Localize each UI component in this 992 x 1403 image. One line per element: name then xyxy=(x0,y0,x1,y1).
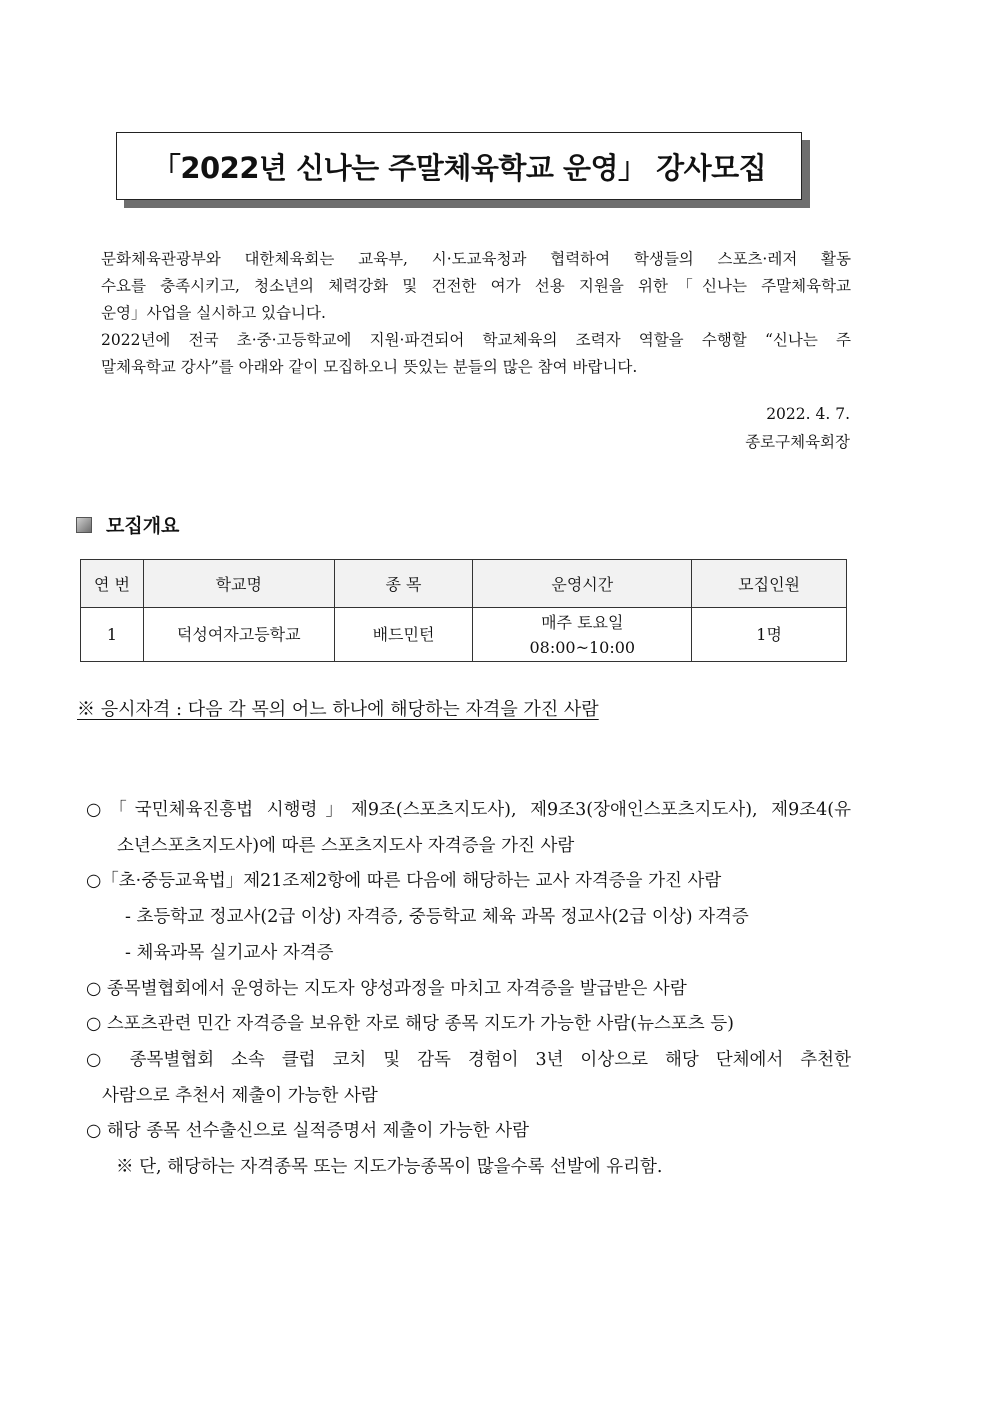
table-row xyxy=(81,608,847,662)
header-cell: 종 목 xyxy=(334,560,473,608)
qualification-subitem: - 체육과목 실기교사 자격증 xyxy=(125,942,334,963)
intro-line: 문화체육관광부와 대한체육회는 교육부, 시·도교육청과 협력하여 학생들의 스포츠·레저 활동 xyxy=(101,250,851,268)
document-title: 「2022년 신나는 주말체육학교 운영」 강사모집 xyxy=(116,132,802,200)
sport-name: 배드민턴 xyxy=(334,608,473,662)
header-cell: 운영시간 xyxy=(473,560,692,608)
recruit-count: 1명 xyxy=(692,608,847,662)
intro-line: 2022년에 전국 초·중·고등학교에 지원·파견되어 학교체육의 조력자 역할을 수행할 “신나는 주 xyxy=(101,331,851,349)
header-cell: 학교명 xyxy=(143,560,334,608)
qualification-heading: ※ 응시자격 : 다음 각 목의 어느 하나에 해당하는 자격을 가진 사람 xyxy=(77,699,599,720)
issuer-name: 종로구체육회장 xyxy=(745,433,850,451)
qualification-list xyxy=(86,793,851,1186)
table-header-row xyxy=(81,560,847,608)
qualification-item: ○ 해당 종목 선수출신으로 실적증명서 제출이 가능한 사람 xyxy=(86,1121,530,1142)
operating-hours: 08:00~10:00 xyxy=(529,637,636,657)
signature-block xyxy=(745,400,850,456)
qualification-item: ○ 종목별협회 소속 클럽 코치 및 감독 경험이 3년 이상으로 해당 단체에서 추천한 xyxy=(86,1049,851,1070)
header-cell: 모집인원 xyxy=(692,560,847,608)
header-cell: 연 번 xyxy=(81,560,144,608)
section-title: 모집개요 xyxy=(106,515,180,537)
school-name: 덕성여자고등학교 xyxy=(143,608,334,662)
intro-line: 운영」사업을 실시하고 있습니다. xyxy=(101,304,326,322)
operating-time xyxy=(473,608,692,662)
qualification-item: ○「초·중등교육법」제21조제2항에 따른 다음에 해당하는 교사 자격증을 가진 사람 xyxy=(86,871,722,892)
intro-line: 수요를 충족시키고, 청소년의 체력강화 및 건전한 여가 선용 지원을 위한「신나는 주말체육학교 xyxy=(101,277,851,295)
title-banner xyxy=(116,132,802,200)
operating-day: 매주 토요일 xyxy=(541,612,624,632)
square-bullet-icon xyxy=(76,517,92,533)
section-heading xyxy=(76,511,179,538)
qualification-note: ※ 단, 해당하는 자격종목 또는 지도가능종목이 많을수록 선발에 유리함. xyxy=(116,1157,663,1178)
qualification-item: ○ 스포츠관련 민간 자격증을 보유한 자로 해당 종목 지도가 가능한 사람(뉴스포츠 등) xyxy=(86,1014,734,1035)
qualification-item-continued: 사람으로 추천서 제출이 가능한 사람 xyxy=(102,1085,378,1106)
recruitment-table xyxy=(80,559,847,662)
qualification-item: ○ 종목별협회에서 운영하는 지도자 양성과정을 마치고 자격증을 발급받은 사람 xyxy=(86,978,687,999)
qualification-item-continued: 소년스포츠지도사)에 따른 스포츠지도사 자격증을 가진 사람 xyxy=(117,835,575,856)
intro-paragraph xyxy=(101,246,851,381)
qualification-item: ○「국민체육진흥법 시행령」제9조(스포츠지도사), 제9조3(장애인스포츠지도사), 제9조4(유 xyxy=(86,800,851,820)
row-number: 1 xyxy=(81,608,144,662)
intro-line: 말체육학교 강사”를 아래와 같이 모집하오니 뜻있는 분들의 많은 참여 바랍니다. xyxy=(101,358,638,376)
issue-date: 2022. 4. 7. xyxy=(766,405,850,423)
qualification-subitem: - 초등학교 정교사(2급 이상) 자격증, 중등학교 체육 과목 정교사(2급 이상) 자격증 xyxy=(125,907,749,928)
